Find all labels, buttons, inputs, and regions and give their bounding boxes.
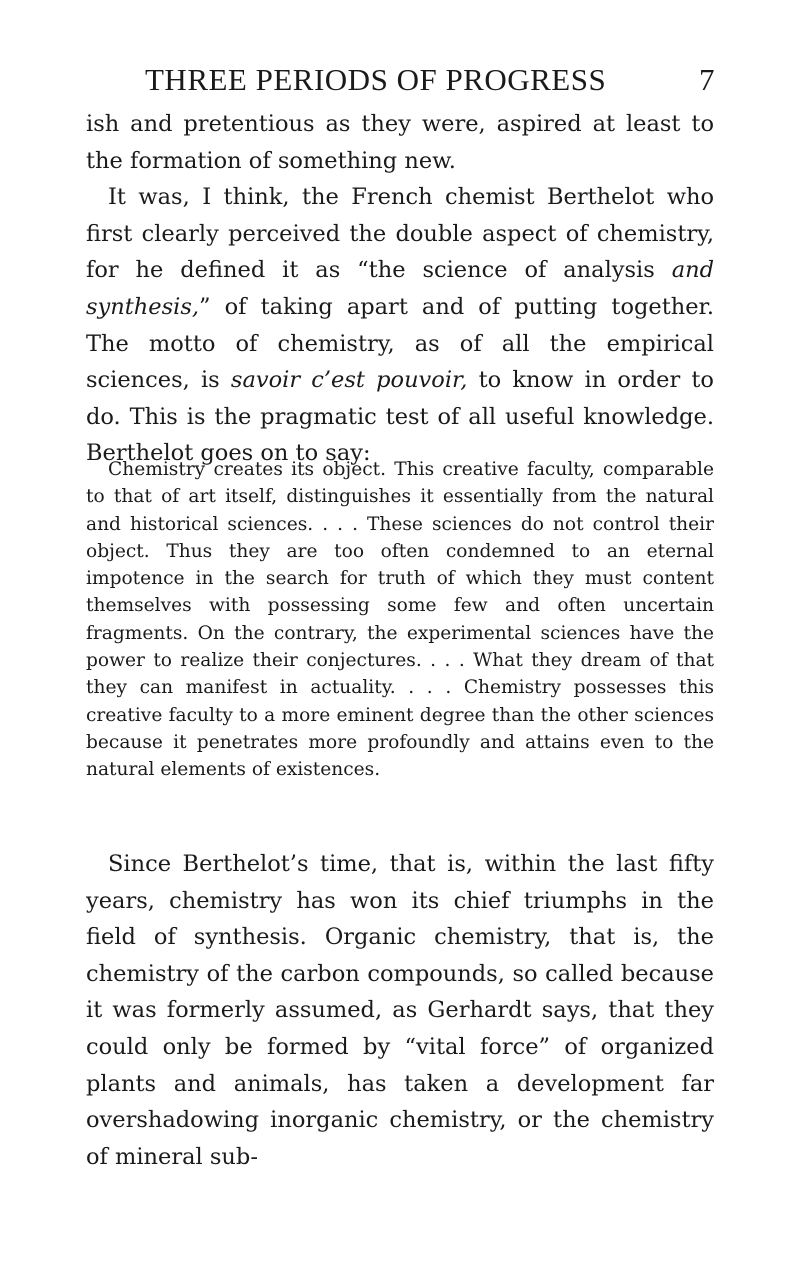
running-head (145, 60, 715, 100)
text-block-top (86, 106, 714, 472)
paragraph-berthelot-part1: It was, I think, the French chemist Berthelot who first clearly perceived the double aspect of chemistry, for he defined it as “the science of analysis (86, 184, 714, 284)
paragraph-berthelot-part3: to know in order to do. This is the pragmatic test of all useful knowledge. Berthelot goes on to say: (86, 367, 714, 467)
running-head-title: THREE PERIODS OF PROGRESS (145, 62, 607, 97)
paragraph-synthesis: Since Berthelot’s time, that is, within the last fifty years, chemistry has won its chief triumphs in the field of synthesis. Organic chemistry, that is, the chemistry of the carbon compounds, so called because it was formerly assumed, as Gerhardt says, that they could only be formed by “vital force” of organized plants and animals, has taken a development far overshadowing inorganic chemistry, or the chemistry of mineral sub- (86, 851, 714, 1170)
paragraph-berthelot (86, 179, 714, 472)
paragraph-berthelot-part2: ” of taking apart and of putting together. The motto of chemistry, as of all the empirical sciences, is (86, 293, 714, 394)
paragraph-berthelot-italic1: and synthesis, (86, 257, 714, 320)
paragraph-berthelot-italic2: savoir c’est pouvoir, (230, 367, 468, 394)
quotation-text: Chemistry creates its object. This creative faculty, comparable to that of art itself, distinguishes it essentially from the natural and historical sciences. . . . These sciences do not control their object. Thus they are too often condemned to an eternal impotence in the search for truth of which they must content themselves with possessing some few and often uncertain fragments. On the contrary, the experimental sciences have the power to realize their conjectures. . . . What they dream of that they can manifest in actuality. . . . Chemistry possesses this creative faculty to a more eminent degree than the other sciences because it penetrates more profoundly and attains even to the natural elements of existences. (86, 459, 714, 781)
text-block-bottom (86, 846, 714, 1175)
paragraph-continued: ish and pretentious as they were, aspired at least to the formation of something new. (86, 111, 714, 174)
page-number: 7 (699, 62, 715, 97)
block-quotation (86, 456, 714, 784)
